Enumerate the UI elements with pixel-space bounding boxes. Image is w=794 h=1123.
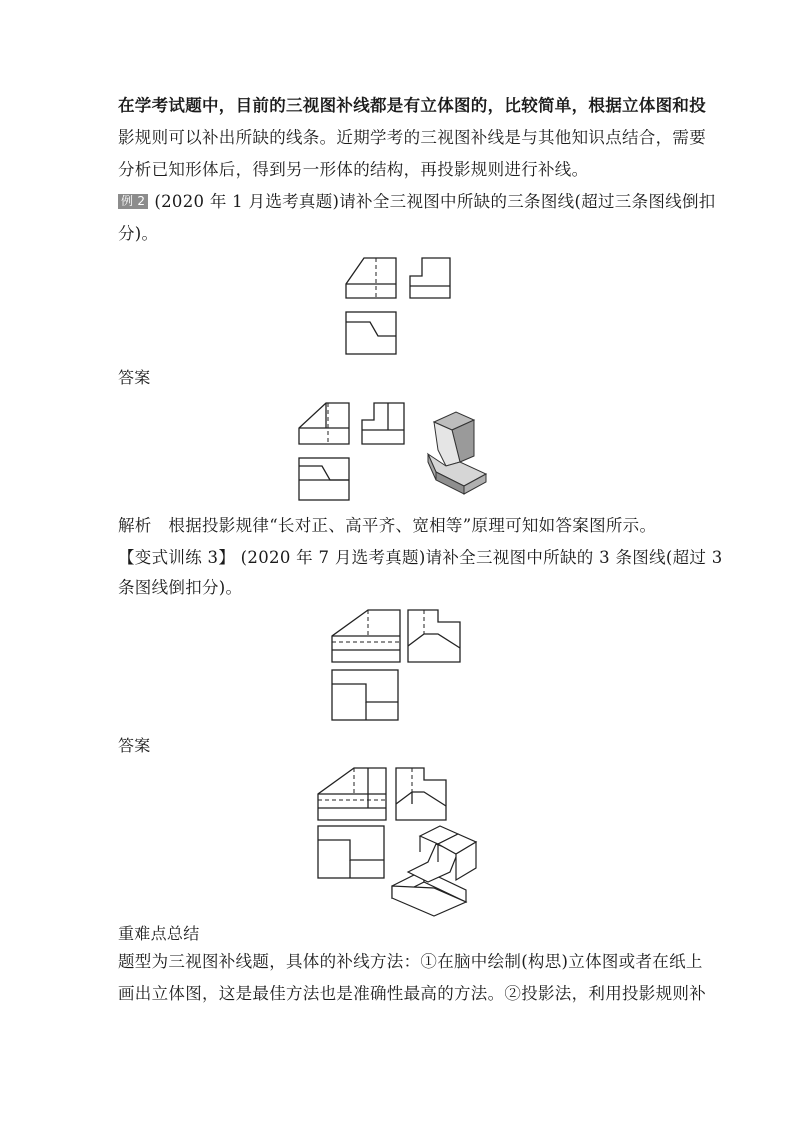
answer-side-view: [362, 403, 404, 444]
isometric-view-1: [428, 412, 486, 494]
figure-answer-2: [316, 764, 486, 916]
intro-line-1: 在学考试题中，目前的三视图补线都是有立体图的，比较简单，根据立体图和投: [118, 96, 706, 115]
analysis-text: 解析 根据投影规律“长对正、高平齐、宽相等”原理可知如答案图所示。: [118, 516, 657, 535]
example2-text: (2020 年 1 月选考真题)请补全三视图中所缺的三条图线(超过三条图线倒扣: [154, 192, 716, 211]
a2-side-view: [396, 768, 446, 820]
figure-question-2: [330, 606, 464, 724]
figure-question-1: [340, 252, 460, 360]
a2-top-view: [318, 826, 384, 878]
a2-front-view: [318, 768, 386, 820]
intro-line-3: 分析已知形体后，得到另一形体的结构，再投影规则进行补线。: [118, 160, 589, 179]
q2-side-view: [408, 610, 460, 662]
figure-answer-1: [296, 400, 506, 504]
answer-1-label: 答案: [118, 368, 151, 387]
q2-front-view: [332, 610, 400, 662]
example-tag: 例 2: [118, 194, 148, 209]
q2-top-view: [332, 670, 398, 720]
top-view: [346, 312, 396, 354]
summary-line-1: 题型为三视图补线题，具体的补线方法：①在脑中绘制(构思)立体图或者在纸上: [118, 952, 703, 971]
side-view: [410, 258, 450, 298]
front-view: [346, 258, 396, 298]
example2-line-2: 分)。: [118, 224, 159, 243]
summary-heading: 重难点总结: [118, 924, 200, 943]
answer-2-label: 答案: [118, 736, 151, 755]
intro-line-2: 影规则可以补出所缺的线条。近期学考的三视图补线是与其他知识点结合，需要: [118, 128, 706, 147]
summary-line-2: 画出立体图，这是最佳方法也是准确性最高的方法。②投影法，利用投影规则补: [118, 984, 706, 1003]
answer-top-view: [299, 458, 349, 500]
answer-front-view: [299, 403, 349, 444]
isometric-view-2: [392, 826, 476, 916]
example2-line-1: [118, 192, 716, 212]
variant3-line-1: 【变式训练 3】 (2020 年 7 月选考真题)请补全三视图中所缺的 3 条图线(超过 3: [118, 548, 723, 567]
variant3-line-2: 条图线倒扣分)。: [118, 578, 243, 597]
